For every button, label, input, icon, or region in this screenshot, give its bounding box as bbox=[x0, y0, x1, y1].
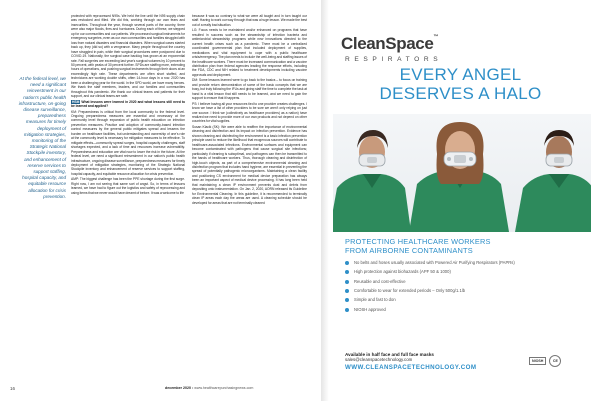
niosh-logo: NIOSH bbox=[529, 357, 546, 365]
advertisement-page bbox=[321, 0, 600, 401]
footer-website: www.healthcarepurchasingnews.com bbox=[194, 386, 254, 390]
feature-text: High protection against biohazards (APF 50 & 1000) bbox=[354, 269, 451, 275]
ad-headline bbox=[321, 65, 600, 103]
headline-line-1: EVERY ANGEL bbox=[399, 65, 522, 84]
question-tag: HSM bbox=[72, 99, 80, 104]
page-footer: december 2020 • www.healthcarepurchasingnews.com bbox=[165, 386, 254, 390]
page-number: 16 bbox=[10, 386, 16, 391]
bullet-dot-icon bbox=[345, 261, 349, 265]
brand-name: CleanSpace bbox=[341, 34, 434, 53]
page-gutter bbox=[321, 0, 329, 401]
feature-item bbox=[345, 260, 585, 265]
availability-text: Available in half face and full face masks bbox=[345, 352, 434, 357]
pull-quote: At the federal level, we need a significant reinvestment in our nation's public health infrastructure, on-going disease surveillance, preparedness measures for timely deployment of mitigation strategies, monitoring of the Strategic National Stockpile inventory, and enhancement of reserve services to support staffing, hospital capacity, and equitable resource allocation for crisis prevention. bbox=[18, 76, 66, 199]
bullet-dot-icon bbox=[345, 270, 349, 274]
feature-text: Simple and fast to don bbox=[354, 297, 396, 303]
headline-line-2: DESERVES A HALO bbox=[379, 84, 542, 103]
article-column-1 bbox=[71, 14, 185, 196]
article-paragraph: LG: Focus needs to be maintained and/or enhanced on programs that have resulted in success such as the stewardship of infection bacteria and antimicrobial stewardship programs while new innovations directed to the current health crises such as a pandemic. There must be a centralized coordinated governmental plan that included deployment of supplies, medications and vital equipment to cope with a public healthcare crisis/emergency. The plan needs to include the well-being and staffing issues of the healthcare workers. There must be increased communication and a vaccine distribution plan from federal agencies leading the response efforts, including the FDA, CDC and NIH related to treatment developments including vaccine approvals and deployment. bbox=[192, 28, 307, 77]
ad-feature-block bbox=[345, 238, 585, 316]
bullet-dot-icon bbox=[345, 298, 349, 302]
bullet-dot-icon bbox=[345, 289, 349, 293]
sales-email[interactable]: sales@cleanspacetechnology.com bbox=[345, 357, 413, 362]
article-paragraph: because it was so contrary to what we were all taught and in turn taught our staff. Having to work our way through that was a huge lesson. We made the best out of a really bad situation. bbox=[192, 14, 307, 27]
article-paragraph: DM: Some lessons learned were to go back to the basics – to focus on training and provide return demonstration of some of the basic concepts that we are busy, but truly following the IFUs and giving staff the time to complete the task at hand is a vital lesson that still needs to be learned, and we need to gain the support to ensure that it happens. bbox=[192, 78, 307, 101]
question-text: What lessons were learned in 2020 and what lessons still need to be learned and applied? bbox=[71, 99, 185, 109]
feature-text: Reusable and cost-effective bbox=[354, 278, 406, 284]
bullet-dot-icon bbox=[345, 280, 349, 284]
brand-logo: CleanSpace™ bbox=[341, 34, 438, 53]
article-paragraph: AMP: The biggest challenge has been the PPE shortage during the first surge. Right now, I am not seeing that same sort of angst. So, in terms of lessons learned, we have had to figure out the logistics and safety of reprocessing and using items that we never would have dreamt of before. It was a welcome to life bbox=[71, 177, 185, 195]
feature-text: No belts and hoses usually associated with Powered Air Purifying Respirators (PAPRs) bbox=[354, 260, 515, 266]
interview-question bbox=[71, 100, 185, 109]
feature-item bbox=[345, 288, 585, 293]
feature-text: Comfortable to wear for extended periods – Only 500g/1.1lb bbox=[354, 288, 466, 294]
article-column-2 bbox=[192, 14, 307, 206]
ad-website-link[interactable]: WWW.CLEANSPACETECHNOLOGY.COM bbox=[345, 364, 477, 371]
sub-headline-line-2: FROM AIRBORNE CONTAMINANTS bbox=[345, 245, 473, 255]
feature-item bbox=[345, 297, 585, 302]
article-paragraph: protected with reprocessed N95s. We held the line until the N95 supply chain was restocked and filled. We did this, working through our own fears and insecurities. Throughout the year, through several parts of the country, there were also major floods, fires and hurricanes. During each of these, we stepped up for our communities and our patients. We processed surgical instruments for emergency surgeries, even as our own communities and families struggled with loss from natural disasters and financial disasters. When surgical cases started back up, they (did so) with a vengeance. Many people throughout the country have struggled in pain, while their surgical procedures were postponed due to COVID-19. Nationally, the surgical case backlog has grown at an exponential rate. Fall surgeries are exceeding last year's surgical volumes by 10 percent to 50 percent, with peaks of 30 percent further. SPDs are staffing more, extending hours of operations, and pushing surgical instruments through their doors at an exceedingly high rate. These departments are often short staffed, and technicians are working double shifts, often 14-hour days in a row. 2020 has been a challenging year for the world. In the SPD world, we have many heroes. We thank the staff members, leaders, and our families and communities throughout this pandemic. We thank our clinical teams and patients for their support, and our clinical teams are safe. bbox=[71, 14, 185, 99]
ad-contact bbox=[345, 352, 525, 371]
issue-date: december 2020 bbox=[165, 386, 191, 390]
feature-list bbox=[345, 260, 585, 311]
feature-item bbox=[345, 269, 585, 274]
sub-headline-line-1: PROTECTING HEALTHCARE WORKERS bbox=[345, 237, 491, 246]
ce-mark-logo: CE bbox=[549, 355, 561, 367]
certification-logos bbox=[529, 354, 585, 368]
ad-sub-headline bbox=[345, 238, 585, 255]
bullet-dot-icon bbox=[345, 308, 349, 312]
article-paragraph: PS: I believe having all your resources tied to one provider creates challenges. I know we have a list of other providers to be sure we aren't only relying on just one source. I think we (collectively as healthcare providers) as a nation) have realized we need to provide more of our own products and not depend on other countries for vital supplies. bbox=[192, 101, 307, 124]
feature-item bbox=[345, 279, 585, 284]
article-paragraph: Susan Klacik (SK): We were able to reaffirm the importance of environmental cleaning and disinfection and its impact on infection prevention. Evidence has shown cleaning and disinfecting the environment is a basic infection prevention principle used to reduce the likelihood that exogenous sources will contribute to healthcare-associated infections. Environmental surfaces and equipment can become contaminated with pathogens that cause surgical site infections; particularly if cleaning is suboptimal, and pathogens can then be transmitted to the hands of healthcare workers. Thus, thorough cleaning and disinfection of high-touch objects, as part of a comprehensive environmental cleaning and disinfection program that includes hand hygiene, are essential in preventing the spread of potentially pathogenic microorganisms. Maintaining a clean facility and positioning CS environment for medical device preparation has always been an important aspect of medical device processing. It has long been held that maintaining a clean IP environment prevents dust and debris from depositing onto instrumentation. On Jan. 2, 2020, AORN released its Guideline for Environmental Cleaning. In this guideline, it is recommended to terminally clean IP areas each day the areas are used. A cleaning schedule should be developed for areas that are not terminally cleaned bbox=[192, 124, 307, 205]
healthcare-workers-photo bbox=[333, 114, 591, 232]
feature-item bbox=[345, 307, 585, 312]
article-paragraph: KM: Preparedness is critical from the local community to the federal level. Ongoing preparedness measures are essential and necessary at the community level through expansion of public health education on infection prevention measures. Practice and adoption of community-based infection control measures by the general public mitigates spread and lessens the burden on healthcare facilities, but understanding and ownership of one's role at the community level is necessary for mitigation measures to be effective. To mitigate effects—community spread surges, hospital capacity challenges, staff shortages expected, and a lack of time and resources increase vulnerability. Preparedness and education are vital now to lower the risk in the future. At the federal level, we need a significant reinvestment in our nation's public health infrastructure, ongoing disease surveillance, preparedness measures for timely deployment of mitigation strategies, monitoring of the Strategic National Stockpile inventory and enhancement of reserve services to support staffing, hospital capacity, and equitable resource allocation for crisis prevention. bbox=[71, 109, 185, 176]
feature-text: NIOSH approved bbox=[354, 306, 386, 312]
brand-tagline: RESPIRATORS bbox=[345, 56, 443, 63]
